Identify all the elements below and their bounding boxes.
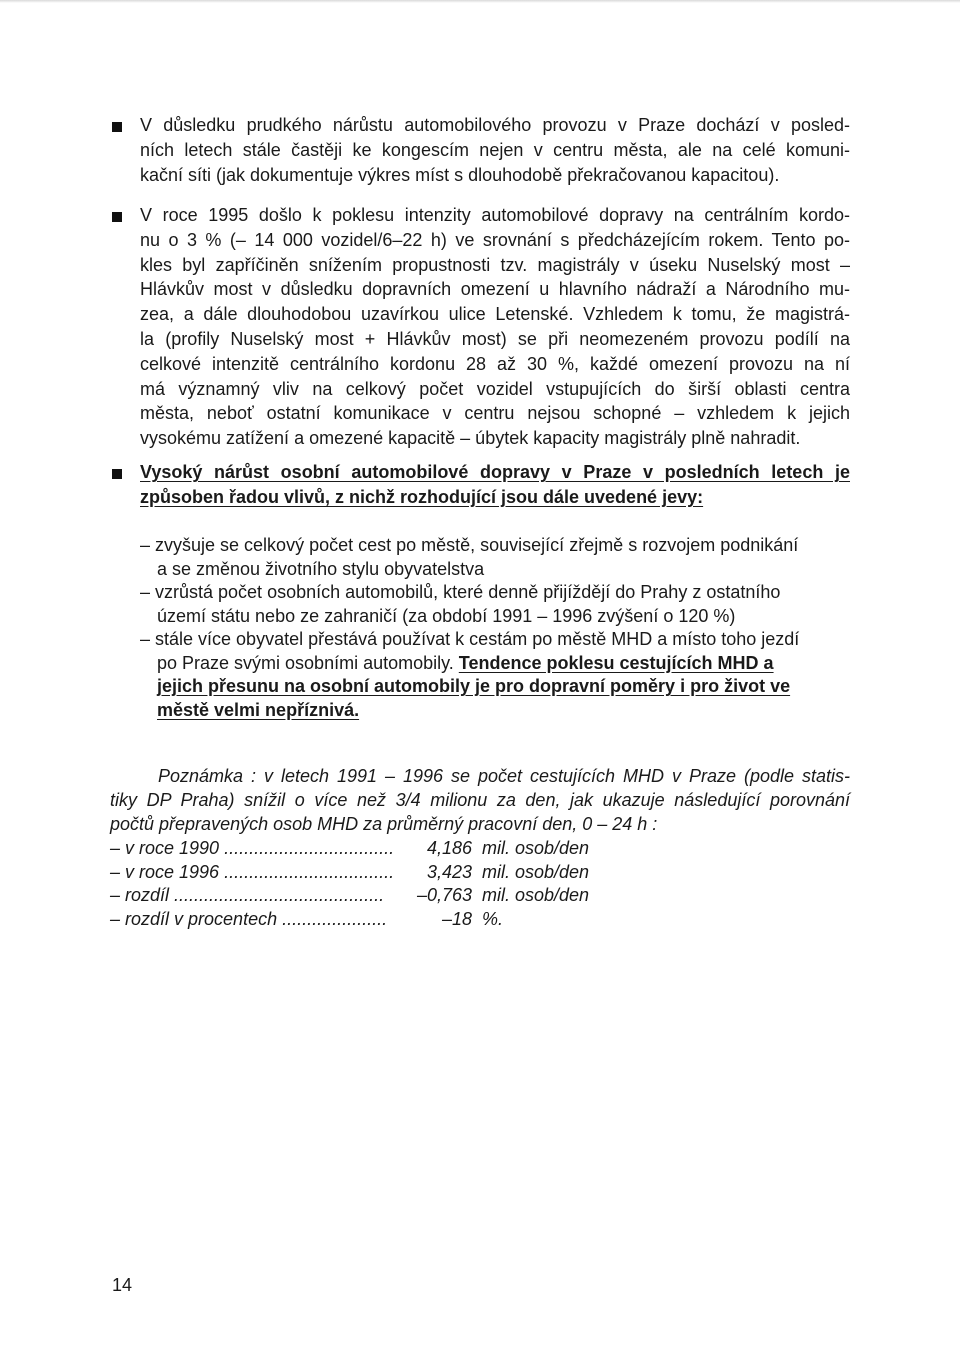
paragraph-cordon-decline (140, 203, 850, 451)
row-unit: mil. osob/den (482, 861, 590, 882)
note-row (110, 836, 850, 860)
note-block (110, 764, 850, 930)
row-unit: %. (482, 908, 504, 929)
text-line: Hlávkův most v důsledku dopravních omezení u hlavního nádraží a Národního mu- (140, 279, 850, 300)
text-line: V roce 1995 došlo k poklesu intenzity automobilové dopravy na centrálním kordo- (140, 205, 850, 225)
list-item-text: po Praze svými osobními automobily. (157, 652, 459, 673)
page-edge (0, 0, 960, 3)
text-line: nu o 3 % (– 14 000 vozidel/6–22 h) ve srovnání s předcházejícím rokem. Tento po- (140, 229, 850, 250)
list-item-line: – stále více obyvatel přestává používat k cestám po městě MHD a místo toho jezdí (140, 629, 800, 649)
note-line: tiky DP Praha) snížil o více než 3/4 milionu za den, jak ukazuje následující porovnání (110, 790, 850, 810)
heading-line: způsoben řadou vlivů, z nichž rozhodující jsou dále uvedené jevy: (140, 486, 704, 507)
list-item (140, 581, 852, 628)
text-line: la (profily Nuselský most + Hlávkův most) se při neomezeném provozu podílí na (140, 328, 850, 349)
note-line: počtů přepravených osob MHD za průměrný pracovní den, 0 – 24 h : (110, 814, 658, 834)
emphasis-text: městě velmi nepříznivá. (157, 699, 360, 720)
text-line: celkové intenzitě centrálního kordonu 28 až 30 %, každé omezení provozu na ní (140, 353, 850, 374)
note-line: Poznámka : v letech 1991 – 1996 se počet cestujících MHD v Praze (podle statis- (158, 766, 850, 786)
emphasis-text: Tendence poklesu cestujících MHD a (458, 652, 774, 673)
note-row (110, 907, 850, 931)
text-line: V důsledku prudkého nárůstu automobilového provozu v Praze dochází v posled- (140, 115, 850, 135)
list-item (140, 628, 852, 722)
row-value: 4,186 (426, 838, 472, 858)
text-line: vysokému zatížení a omezené kapacitě – úbytek kapacity magistrály plně nahradit. (140, 428, 801, 449)
emphasis-text: jejich přesunu na osobní automobily je pro dopravní poměry i pro život ve (157, 676, 791, 696)
row-unit: mil. osob/den (482, 838, 590, 858)
bullet-square-icon (112, 469, 122, 479)
list-item-line-mixed (140, 652, 852, 676)
list-item-line: – vzrůstá počet osobních automobilů, které denně přijíždějí do Prahy z ostatního (140, 582, 781, 602)
list-item-line (140, 675, 852, 699)
bullet-square-icon (112, 122, 122, 132)
page-number: 14 (112, 1275, 133, 1295)
paragraph-congestion (140, 113, 850, 187)
causes-list (140, 534, 852, 722)
row-value: –18 (441, 908, 472, 929)
row-value: 3,423 (426, 861, 472, 882)
list-item-line: území státu nebo ze zahraničí (za období 1991 – 1996 zvýšení o 120 %) (157, 605, 736, 626)
row-label: – rozdíl v procentech ..................... (110, 908, 388, 929)
list-item-line: a se změnou životního stylu obyvatelstva (157, 558, 485, 579)
row-label: – rozdíl .......................................... (110, 885, 385, 905)
row-value: –0,763 (416, 885, 472, 905)
text-line: kační síti (jak dokumentuje výkres míst s dlouhodobě překračovanou kapacitou). (140, 164, 780, 185)
list-item-line: – zvyšuje se celkový počet cest po městě, související zřejmě s rozvojem podnikání (140, 535, 799, 555)
heading-line: Vysoký nárůst osobní automobilové dopravy v Praze v posledních letech je (140, 462, 850, 482)
text-line: kles byl zapříčiněn snížením propustnosti tzv. magistrály v úseku Nuselský most – (140, 254, 850, 275)
text-line: má významný vliv na celkový počet vozidel vstupujících do širší oblasti centra (140, 378, 850, 399)
section-heading (140, 460, 850, 510)
bullet-square-icon (112, 212, 122, 222)
text-line: ních letech stále častěji ke kongescím nejen v centru města, ale na celé komuni- (140, 139, 850, 160)
row-label: – v roce 1990 .................................. (110, 838, 395, 858)
note-row (110, 860, 850, 884)
row-unit: mil. osob/den (482, 885, 590, 905)
note-row (110, 883, 850, 907)
list-item-line (140, 699, 852, 723)
text-line: zea, a dále dlouhodobou uzavírkou ulice Letenské. Vzhledem k tomu, že magistrá- (140, 304, 850, 325)
list-item (140, 534, 852, 581)
text-line: města, neboť ostatní komunikace v centru nejsou schopné – vzhledem k jejich (140, 403, 850, 424)
row-label: – v roce 1996 .................................. (110, 861, 395, 882)
